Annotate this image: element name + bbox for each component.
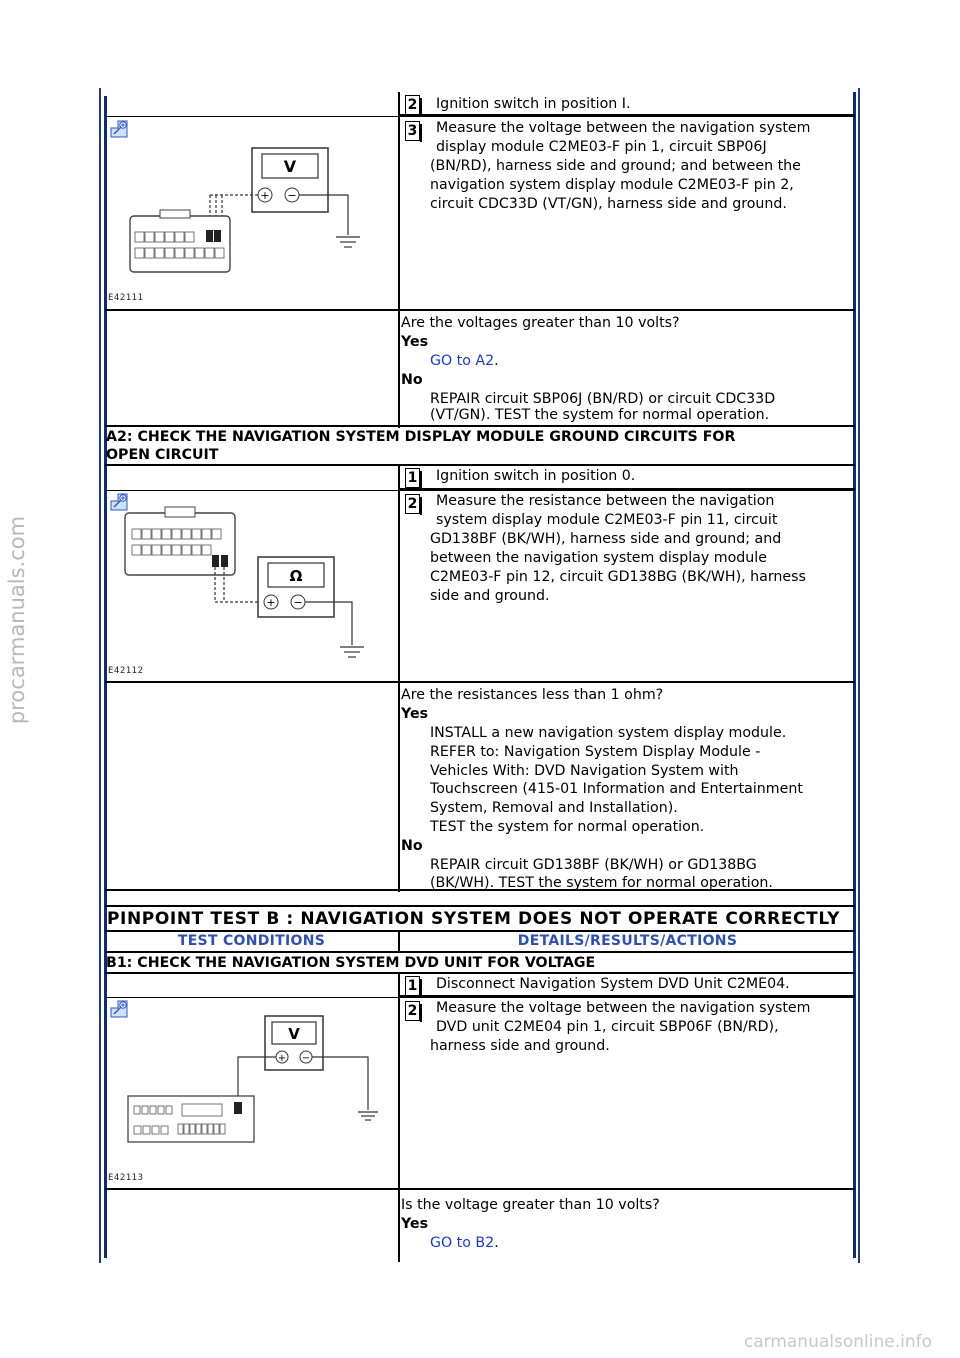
wiring-diagram-voltage-2 [120, 1010, 385, 1160]
step-text-line: system display module C2ME03-F pin 11, circuit [436, 512, 778, 528]
step-text: Ignition switch in position I. [436, 96, 631, 112]
go-to-b2-link[interactable]: GO to B2 [430, 1235, 495, 1251]
no-action-line: REPAIR circuit SBP06J (BN/RD) or circuit CDC33D [430, 391, 776, 407]
grid-line [105, 116, 855, 117]
yes-action-line: Touchscreen (415-01 Information and Entertainment [430, 781, 803, 797]
meter-symbol: Ω [289, 567, 303, 585]
figure-id: E42113 [108, 1173, 144, 1183]
grid-line [105, 1188, 855, 1190]
svg-text:+: + [260, 189, 270, 202]
step-number: 2 [405, 95, 420, 115]
step-text-line: circuit CDC33D (VT/GN), harness side and ground. [430, 196, 787, 212]
step-text-line: harness side and ground. [430, 1038, 610, 1054]
expand-figure-icon[interactable] [110, 120, 128, 138]
question-text: Are the voltages greater than 10 volts? [401, 315, 680, 331]
step-text: Ignition switch in position 0. [436, 468, 636, 484]
go-to-a2-link[interactable]: GO to A2 [430, 353, 495, 369]
no-action-line: REPAIR circuit GD138BF (BK/WH) or GD138BG [430, 857, 757, 873]
grid-line [105, 490, 855, 491]
step-text-line: side and ground. [430, 588, 550, 604]
step-text-line: navigation system display module C2ME03-F pin 2, [430, 177, 794, 193]
meter-symbol: V [283, 157, 297, 176]
grid-line [105, 425, 855, 427]
svg-text:−: − [301, 1053, 311, 1064]
b1-heading: B1: CHECK THE NAVIGATION SYSTEM DVD UNIT FOR VOLTAGE [106, 955, 596, 971]
yes-action: GO to A2. [430, 353, 499, 369]
wiring-diagram-voltage-1 [120, 140, 370, 280]
grid-line [105, 309, 855, 311]
grid-line [105, 930, 855, 932]
bottom-watermark: carmanualsonline.info [743, 1332, 932, 1352]
yes-action-line: System, Removal and Installation). [430, 800, 678, 816]
column-header-details: DETAILS/RESULTS/ACTIONS [517, 933, 738, 949]
right-rail-outer [858, 88, 860, 1263]
step-text-line: Measure the voltage between the navigation system [436, 120, 811, 136]
yes-label: Yes [401, 706, 429, 722]
grid-line [398, 92, 400, 428]
grid-line [105, 951, 855, 953]
step-text-line: between the navigation system display module [430, 550, 767, 566]
no-label: No [401, 838, 423, 854]
right-rail-inner [853, 92, 856, 1258]
step-number: 2 [405, 1001, 420, 1021]
step-text-line: Measure the voltage between the navigation system [436, 1000, 811, 1016]
yes-label: Yes [401, 334, 429, 350]
no-action-line: (BK/WH). TEST the system for normal operation. [430, 875, 773, 891]
step-text-line: DVD unit C2ME04 pin 1, circuit SBP06F (BN/RD), [436, 1019, 779, 1035]
yes-action: GO to B2. [430, 1235, 499, 1251]
a2-heading-line: OPEN CIRCUIT [106, 447, 219, 463]
step-text-line: (BN/RD), harness side and ground; and between the [430, 158, 801, 174]
figure-id: E42112 [108, 666, 144, 676]
step-number: 1 [405, 468, 420, 488]
grid-line [398, 464, 400, 892]
no-label: No [401, 372, 423, 388]
no-action-line: (VT/GN). TEST the system for normal operation. [430, 407, 770, 423]
grid-line [105, 681, 855, 683]
svg-text:+: + [266, 596, 276, 609]
grid-line [398, 930, 400, 952]
figure-id: E42111 [108, 293, 144, 303]
left-rail-inner [104, 96, 107, 1258]
side-watermark: procarmanuals.com [5, 515, 29, 725]
yes-action-line: INSTALL a new navigation system display module. [430, 725, 787, 741]
yes-label: Yes [401, 1216, 429, 1232]
grid-line [105, 972, 855, 974]
pinpoint-test-title: PINPOINT TEST B : NAVIGATION SYSTEM DOES NOT OPERATE CORRECTLY [107, 909, 841, 929]
column-header-conditions: TEST CONDITIONS [177, 933, 326, 949]
grid-line [398, 972, 400, 1262]
step-text: Disconnect Navigation System DVD Unit C2ME04. [436, 976, 790, 992]
meter-symbol: V [288, 1025, 300, 1043]
yes-action-line: TEST the system for normal operation. [430, 819, 705, 835]
step-number: 1 [405, 976, 420, 996]
step-text-line: Measure the resistance between the navigation [436, 493, 775, 509]
svg-text:−: − [287, 189, 297, 202]
yes-action-line: REFER to: Navigation System Display Module - [430, 744, 761, 760]
step-text-line: C2ME03-F pin 12, circuit GD138BG (BK/WH), harness [430, 569, 806, 585]
step-text-line: GD138BF (BK/WH), harness side and ground; and [430, 531, 782, 547]
wiring-diagram-resistance [120, 505, 370, 665]
question-text: Is the voltage greater than 10 volts? [401, 1197, 660, 1213]
svg-text:−: − [293, 596, 303, 609]
left-rail-outer [99, 88, 101, 1263]
step-text-line: display module C2ME03-F pin 1, circuit SBP06J [436, 139, 767, 155]
grid-line [105, 997, 855, 998]
yes-action-line: Vehicles With: DVD Navigation System with [430, 763, 739, 779]
question-text: Are the resistances less than 1 ohm? [401, 687, 664, 703]
grid-line [105, 905, 855, 907]
step-number: 2 [405, 494, 420, 514]
step-number: 3 [405, 121, 420, 141]
svg-text:+: + [277, 1053, 287, 1064]
a2-heading-line: A2: CHECK THE NAVIGATION SYSTEM DISPLAY MODULE GROUND CIRCUITS FOR [106, 429, 736, 445]
